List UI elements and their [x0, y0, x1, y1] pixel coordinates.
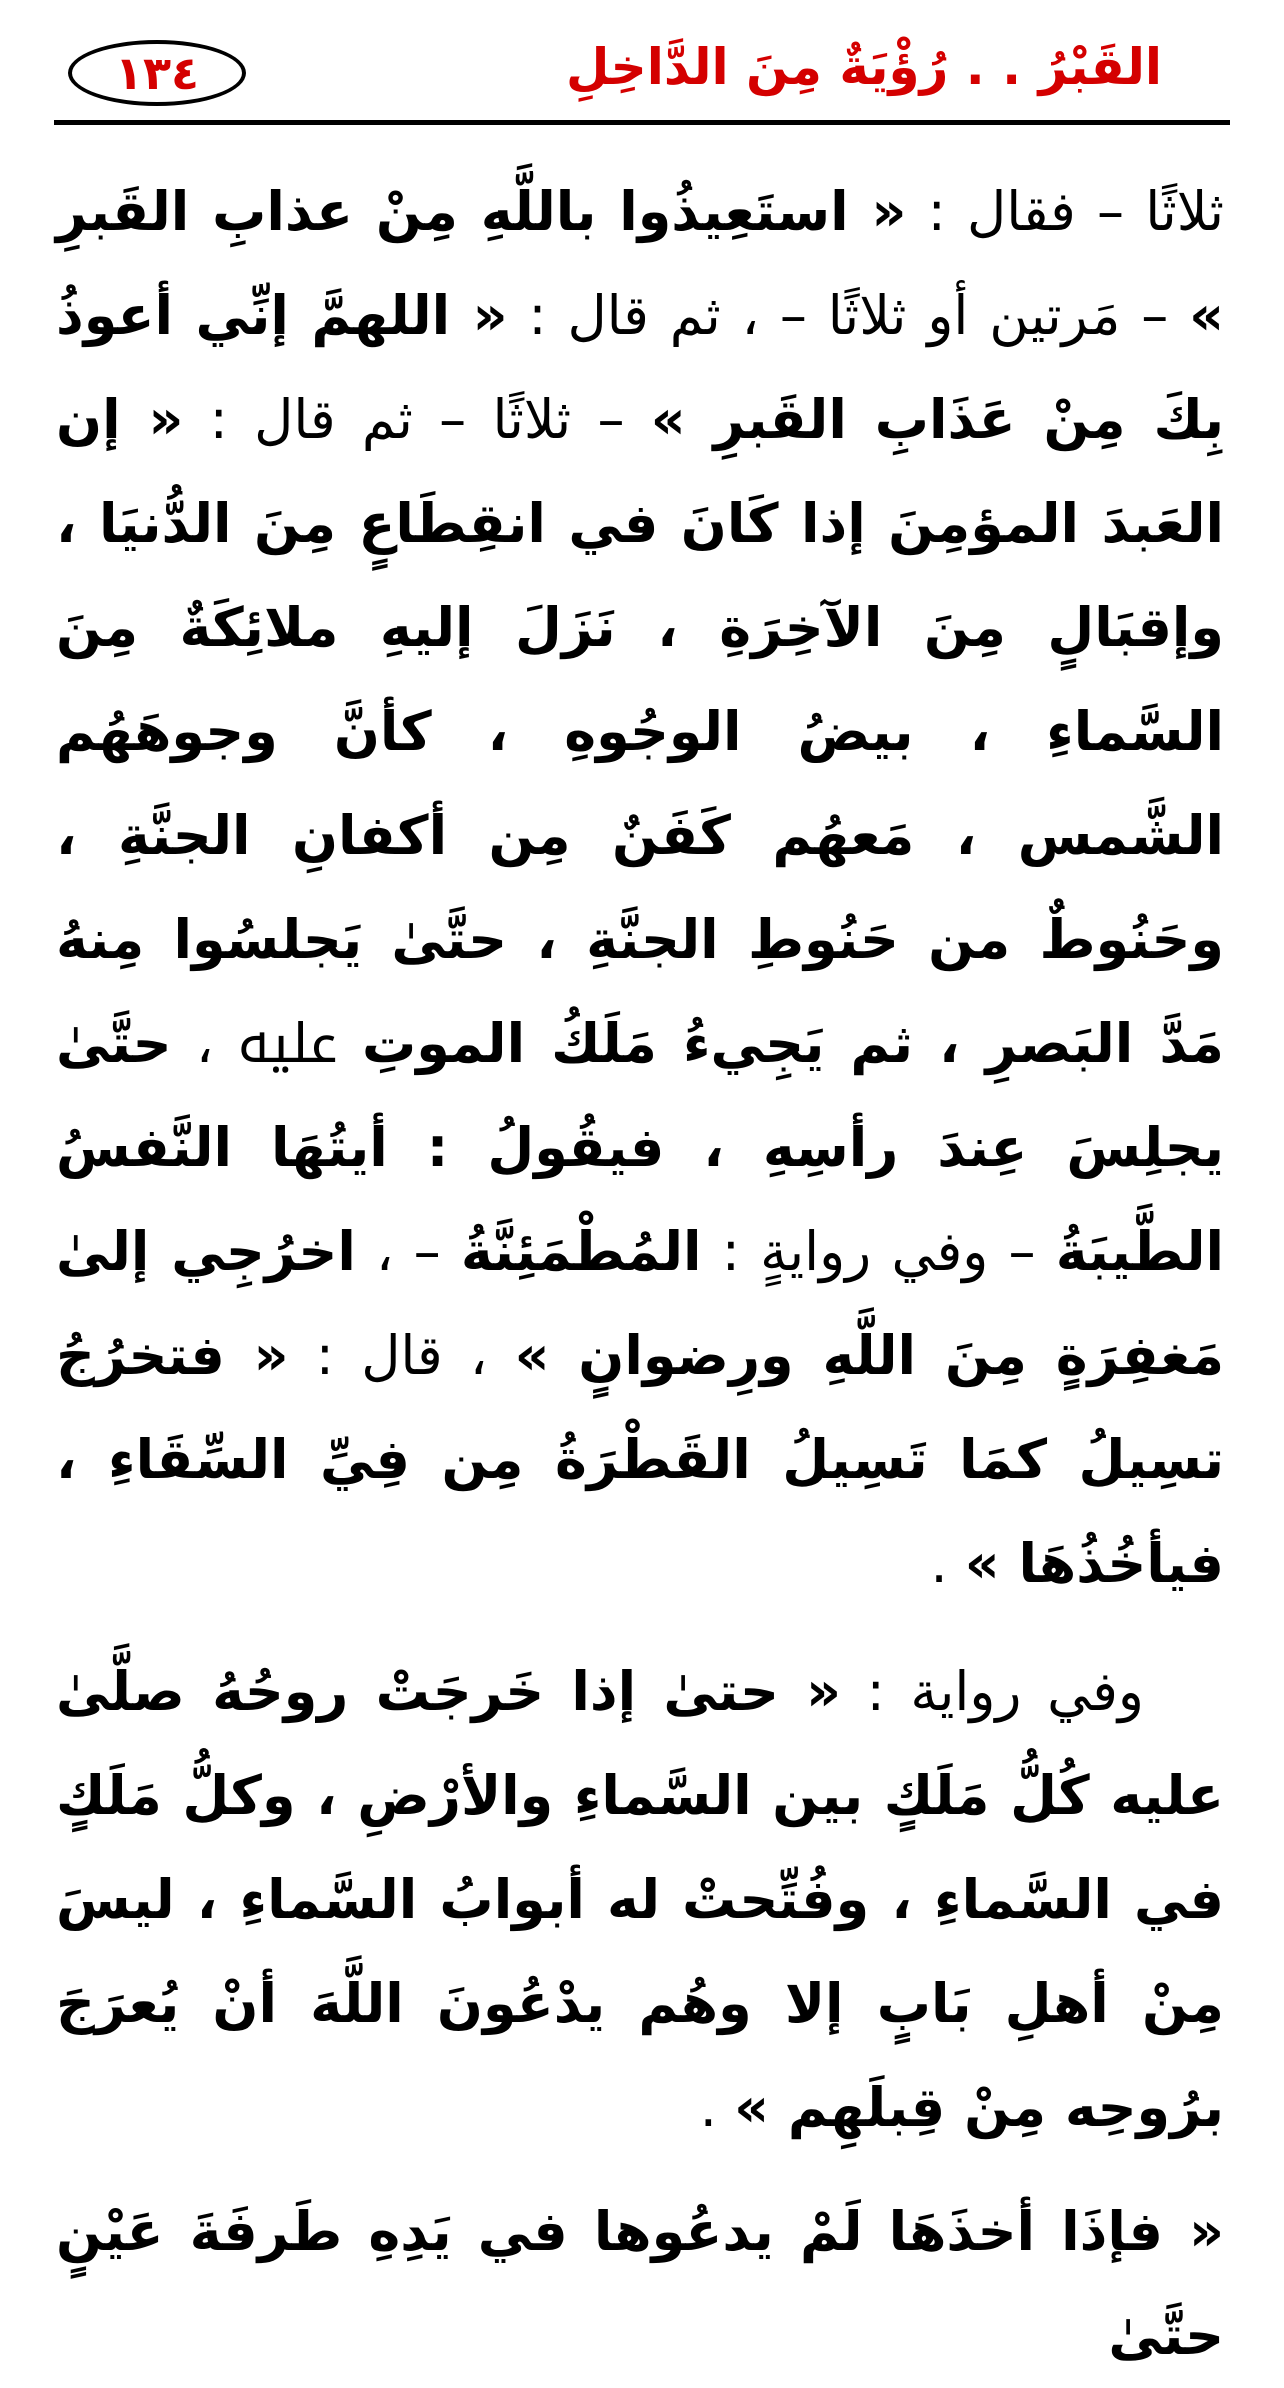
- hadith-quote: « اللهمَّ إنِّي أعوذُ بِكَ مِنْ عَذَابِ القَبرِ »: [56, 284, 1225, 451]
- hadith-quote: اخرُجِي إلىٰ مَغفِرَةٍ مِنَ اللَّهِ ورِضوانٍ »: [56, 1220, 1225, 1387]
- header-divider: [54, 120, 1230, 125]
- plain-text: – وفي روايةٍ :: [701, 1220, 1036, 1283]
- hadith-quote: « استَعِيذُوا باللَّهِ مِنْ عذابِ القَبرِ »: [56, 180, 1224, 347]
- plain-text: .: [930, 1532, 948, 1595]
- running-title: القَبْرُ . . رُؤْيَةٌ مِنَ الدَّاخِلِ: [566, 38, 1162, 96]
- hadith-quote: « حتىٰ إذا خَرجَتْ روحُهُ صلَّىٰ عليه كُلُّ مَلَكٍ بين السَّماءِ والأرْضِ ، وكلُّ مَلَكٍ في السَّماءِ ، وفُتِّحتْ له أبوابُ السَّماءِ ، ليسَ مِنْ أهلِ بَابٍ إلا وهُم يدْعُونَ اللَّهَ أنْ يُعرَجَ برُوحِه مِنْ قِبلَهِم »: [56, 1660, 1224, 2139]
- page-number: ١٣٤: [114, 46, 200, 100]
- paragraph-2: [56, 1640, 1224, 2160]
- hadith-quote: « فتخرُجُ تسِيلُ كمَا تَسِيلُ القَطْرَةُ مِن فِيِّ السِّقَاءِ ، فيأخُذُهَا »: [56, 1324, 1224, 1595]
- page-header: [54, 30, 1230, 125]
- plain-text: – ثلاثًا – ثم قال :: [183, 388, 625, 451]
- hadith-quote: « فإذَا أخذَهَا لَمْ يدعُوها في يَدِهِ طَرفَةَ عَيْنٍ حتَّىٰ: [56, 2200, 1224, 2367]
- salutation-glyph: ﷷ ،: [171, 1012, 338, 1075]
- plain-text: – مَرتين أو ثلاثًا – ، ثم قال :: [507, 284, 1169, 347]
- page-number-badge: [68, 40, 246, 106]
- plain-text: – ،: [355, 1220, 441, 1283]
- plain-text: .: [699, 2076, 717, 2139]
- hadith-quote: « إن العَبدَ المؤمِنَ إذا كَانَ في انقِطَاعٍ مِنَ الدُّنيَا ، وإقبَالٍ مِنَ الآخِرَةِ ، نَزَلَ إليهِ ملائِكَةٌ مِنَ السَّماءِ ، بيضُ الوجُوهِ ، كأنَّ وجوهَهُم الشَّمس ، مَعهُم كَفَنٌ مِن أكفانِ الجنَّةِ ، وحَنُوطٌ من حَنُوطِ الجنَّةِ ، حتَّىٰ يَجلسُوا مِنهُ مَدَّ البَصرِ ، ثم يَجِيءُ مَلَكُ الموتِ: [56, 388, 1224, 1075]
- plain-text: ، قال :: [288, 1324, 488, 1387]
- plain-text: وفي رواية :: [841, 1660, 1144, 1723]
- plain-text: ثلاثًا – فقال :: [906, 180, 1225, 243]
- page-body: [56, 160, 1224, 2388]
- paragraph-3: [56, 2180, 1224, 2388]
- paragraph-1: [56, 160, 1224, 1616]
- hadith-quote: المُطْمَئِنَّةُ: [460, 1220, 702, 1283]
- hadith-quote: حتَّىٰ يجلِسَ عِندَ رأسِهِ ، فيقُولُ : أيتُهَا النَّفسُ الطَّيبَةُ: [56, 1012, 1224, 1283]
